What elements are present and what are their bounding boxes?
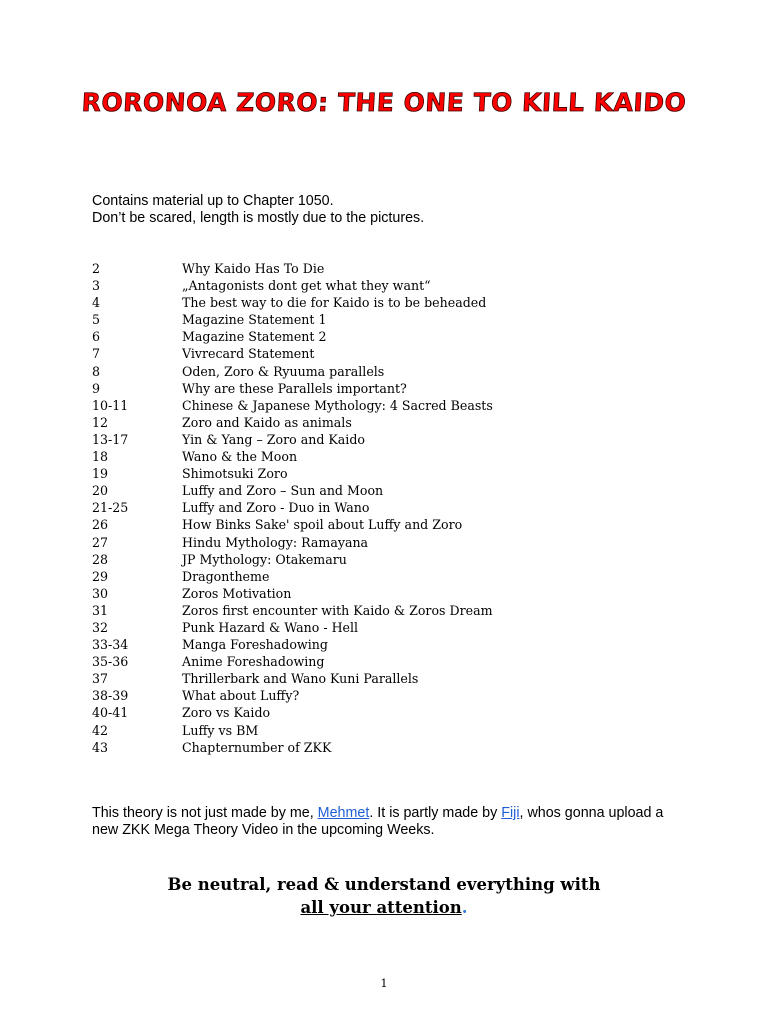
toc-page-number: 35-36	[92, 654, 129, 670]
toc-page-number: 40-41	[92, 705, 129, 721]
toc-page-number: 26	[92, 517, 109, 533]
toc-row	[92, 294, 692, 311]
toc-page-number: 30	[92, 585, 109, 601]
toc-row	[92, 670, 692, 687]
toc-page-number: 32	[92, 619, 109, 635]
toc-row	[92, 260, 692, 277]
closing-line-1: Be neutral, read & understand everything with	[167, 875, 601, 894]
coauthor-link[interactable]: Fiji	[501, 805, 520, 821]
credit-prefix: This theory is not just made by me,	[92, 805, 318, 821]
toc-row	[92, 516, 692, 533]
toc-row	[92, 739, 692, 756]
toc-row	[92, 465, 692, 482]
toc-row	[92, 602, 692, 619]
toc-page-number: 18	[92, 449, 109, 465]
toc-row	[92, 345, 692, 362]
toc-page-number: 43	[92, 739, 109, 755]
toc-page-number: 31	[92, 602, 109, 618]
toc-entry-title: Zoros first encounter with Kaido & Zoros Dream	[182, 602, 493, 618]
toc-row	[92, 722, 692, 739]
toc-row	[92, 534, 692, 551]
credit-paragraph	[92, 805, 692, 839]
toc-page-number: 7	[92, 346, 101, 362]
toc-entry-title: Why Kaido Has To Die	[182, 261, 325, 276]
toc-row	[92, 431, 692, 448]
toc-entry-title: Anime Foreshadowing	[182, 654, 325, 670]
toc-page-number: 9	[92, 380, 101, 396]
toc-page-number: 21-25	[92, 500, 129, 516]
intro-line-length: Don’t be scared, length is mostly due to the pictures.	[92, 209, 425, 226]
toc-entry-title: Luffy and Zoro – Sun and Moon	[182, 483, 384, 499]
toc-entry-title: Wano & the Moon	[182, 449, 298, 465]
closing-emphasis: all your attention	[300, 898, 462, 917]
author-link[interactable]: Mehmet	[317, 805, 370, 821]
toc-row	[92, 448, 692, 465]
toc-entry-title: Zoro vs Kaido	[182, 705, 271, 721]
page-number: 1	[380, 977, 388, 990]
toc-entry-title: The best way to die for Kaido is to be beheaded	[182, 295, 487, 311]
toc-row	[92, 482, 692, 499]
toc-entry-title: Magazine Statement 1	[182, 312, 327, 328]
toc-entry-title: Chapternumber of ZKK	[182, 739, 332, 755]
toc-page-number: 33-34	[92, 637, 129, 653]
toc-entry-title: Why are these Parallels important?	[182, 380, 407, 396]
toc-row	[92, 636, 692, 653]
toc-entry-title: JP Mythology: Otakemaru	[182, 551, 347, 567]
toc-page-number: 37	[92, 671, 109, 687]
toc-entry-title: Oden, Zoro & Ryuuma parallels	[182, 363, 385, 379]
toc-page-number: 6	[92, 329, 101, 345]
toc-entry-title: Yin & Yang – Zoro and Kaido	[182, 431, 365, 447]
toc-row	[92, 551, 692, 568]
intro-text	[92, 193, 424, 226]
toc-entry-title: How Binks Sake' spoil about Luffy and Zoro	[182, 517, 463, 533]
toc-page-number: 12	[92, 414, 109, 430]
toc-entry-title: Dragontheme	[182, 568, 270, 584]
toc-entry-title: Zoro and Kaido as animals	[182, 414, 352, 430]
closing-line-2	[0, 896, 768, 919]
toc-row	[92, 311, 692, 328]
toc-page-number: 2	[92, 261, 101, 276]
toc-row	[92, 653, 692, 670]
toc-entry-title: What about Luffy?	[182, 688, 300, 704]
toc-entry-title: Magazine Statement 2	[182, 329, 327, 345]
toc-row	[92, 704, 692, 721]
toc-entry-title: Manga Foreshadowing	[182, 637, 328, 653]
toc-page-number: 19	[92, 466, 109, 482]
toc-entry-title: Thrillerbark and Wano Kuni Parallels	[182, 671, 419, 687]
toc-row	[92, 380, 692, 397]
toc-page-number: 29	[92, 568, 109, 584]
toc-row	[92, 687, 692, 704]
closing-statement	[0, 873, 768, 919]
toc-entry-title: Zoros Motivation	[182, 585, 292, 601]
toc-page-number: 4	[92, 295, 101, 311]
toc-row	[92, 585, 692, 602]
toc-row	[92, 499, 692, 516]
toc-row	[92, 277, 692, 294]
table-of-contents	[92, 260, 692, 756]
toc-entry-title: Hindu Mythology: Ramayana	[182, 534, 369, 550]
toc-row	[92, 568, 692, 585]
toc-row	[92, 363, 692, 380]
intro-line-chapter: Contains material up to Chapter 1050.	[92, 193, 334, 209]
toc-row	[92, 328, 692, 345]
toc-entry-title: Punk Hazard & Wano - Hell	[182, 619, 359, 635]
toc-page-number: 10-11	[92, 397, 129, 413]
toc-page-number: 5	[92, 312, 101, 328]
toc-page-number: 38-39	[92, 688, 129, 704]
toc-row	[92, 397, 692, 414]
credit-middle: . It is partly made by	[369, 805, 502, 821]
toc-entry-title: Chinese & Japanese Mythology: 4 Sacred Beasts	[182, 397, 493, 413]
toc-entry-title: Shimotsuki Zoro	[182, 466, 288, 482]
toc-entry-title: „Antagonists dont get what they want“	[182, 278, 431, 294]
toc-row	[92, 414, 692, 431]
toc-entry-title: Vivrecard Statement	[182, 346, 315, 362]
toc-page-number: 13-17	[92, 431, 129, 447]
toc-entry-title: Luffy and Zoro - Duo in Wano	[182, 500, 370, 516]
toc-page-number: 8	[92, 363, 101, 379]
toc-row	[92, 619, 692, 636]
closing-period: .	[461, 898, 468, 917]
toc-page-number: 3	[92, 278, 101, 294]
credit-suffix: , whos gonna upload a new ZKK Mega Theory Video in the upcoming Weeks.	[92, 805, 664, 838]
toc-page-number: 20	[92, 483, 109, 499]
document-title: RORONOA ZORO: THE ONE TO KILL KAIDO	[80, 88, 688, 117]
toc-page-number: 28	[92, 551, 109, 567]
toc-page-number: 27	[92, 534, 109, 550]
toc-entry-title: Luffy vs BM	[182, 722, 259, 738]
toc-page-number: 42	[92, 722, 109, 738]
